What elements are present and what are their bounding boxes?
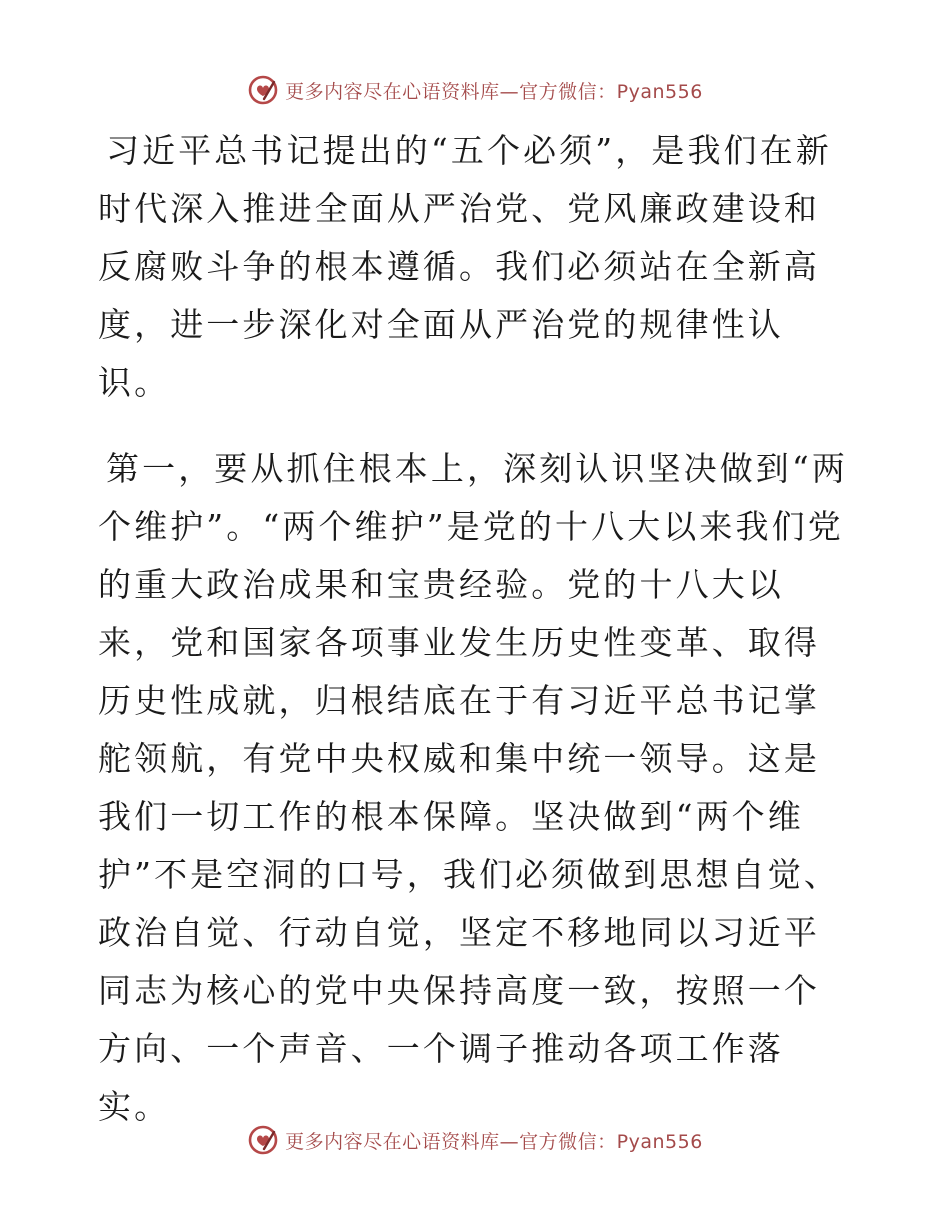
paragraph-first-point: 第一，要从抓住根本上，深刻认识坚决做到“两个维护”。“两个维护”是党的十八大以来我们党的重大政治成果和宝贵经验。党的十八大以来，党和国家各项事业发生历史性变革、取得历史性成就，归根结底在于有习近平总书记掌舵领航，有党中央权威和集中统一领导。这是我们一切工作的根本保障。坚决做到“两个维护”不是空洞的口号，我们必须做到思想自觉、政治自觉、行动自觉，坚定不移地同以习近平同志为核心的党中央保持高度一致，按照一个方向、一个声音、一个调子推动各项工作落实。 — [98, 449, 848, 1126]
paragraph-intro: 习近平总书记提出的“五个必须”，是我们在新时代深入推进全面从严治党、党风廉政建设和反腐败斗争的根本遵循。我们必须站在全新高度，进一步深化对全面从严治党的规律性认识。 — [98, 131, 832, 402]
header-banner — [0, 70, 950, 110]
heart-pen-logo-icon — [247, 74, 279, 106]
header-banner-text: 更多内容尽在心语资料库—官方微信：Pyan556 — [285, 80, 703, 103]
heart-pen-logo-icon — [247, 1124, 279, 1156]
footer-banner — [0, 1120, 950, 1160]
footer-banner-text: 更多内容尽在心语资料库—官方微信：Pyan556 — [285, 1130, 703, 1153]
document-body — [98, 122, 848, 1136]
